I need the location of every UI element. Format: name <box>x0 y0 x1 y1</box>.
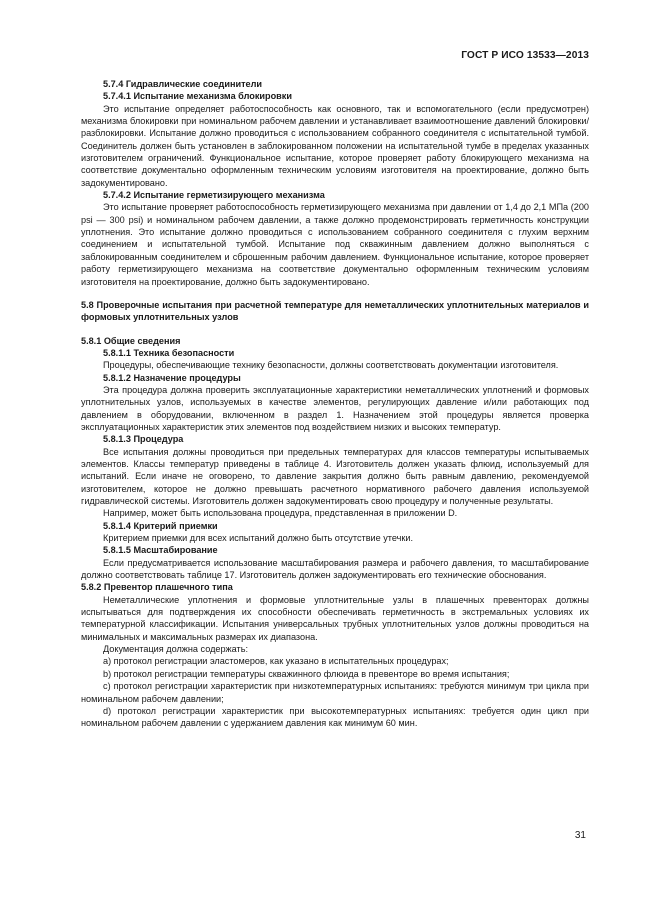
section-heading: 5.8.2 Превентор плашечного типа <box>81 582 233 593</box>
section-heading: 5.8.1.4 Критерий приемки <box>103 520 218 531</box>
section-heading: 5.8.1.5 Масштабирование <box>103 545 218 556</box>
paragraph: Например, может быть использована процедура, представленная в приложении D. <box>103 508 458 519</box>
section-heading: 5.7.4.2 Испытание герметизирующего механизма <box>103 190 325 201</box>
paragraph: Критерием приемки для всех испытаний должно быть отсутствие утечки. <box>103 533 414 544</box>
page-number: 31 <box>574 830 586 841</box>
section-heading: 5.8.1.1 Техника безопасности <box>103 347 235 358</box>
paragraph: Документация должна содержать: <box>103 644 248 655</box>
spacer <box>81 324 589 335</box>
section-heading: 5.8.1.3 Процедура <box>103 434 184 445</box>
list-item: a) протокол регистрации эластомеров, как указано в испытательных процедурах; <box>103 656 449 667</box>
standard-number: ГОСТ Р ИСО 13533—2013 <box>461 50 589 61</box>
paragraph: Все испытания должны проводиться при предельных температурах для классов температуры испытываемых элементов. Классы температур приведены в таблице 4. Изготовитель должен указать флюид, используемый для испытаний. Если иначе не оговорено, то давление закрытия должно быть равным давлению, рекомендуемой изготовителем, которое не должно превышать расчетного нормативного рабочего давления используемой гидравлической системы. Изготовитель должен задокументировать свою процедуру и полученные результаты. <box>81 446 589 506</box>
list-item: b) протокол регистрации температуры скважинного флюида в превенторе во время испытания; <box>103 668 510 679</box>
section-heading: 5.8.1 Общие сведения <box>81 335 181 346</box>
section-heading: 5.8.1.2 Назначение процедуры <box>103 372 241 383</box>
section-heading: 5.7.4.1 Испытание механизма блокировки <box>103 91 292 102</box>
list-item: c) протокол регистрации характеристик при низкотемпературных испытаниях: требуются минимум три цикла при номинальном рабочем давлении; <box>81 681 589 704</box>
spacer <box>81 288 589 299</box>
paragraph: Это испытание определяет работоспособность как основного, так и вспомогательного (если предусмотрен) механизма блокировки при номинальном рабочем давлении и устанавливает взаимоотношение давлений блокировки/разблокировки. Испытание должно проводиться с использованием собранного соединителя с испытательной тумбой. Соединитель должен быть установлен в заблокированном положении на испытательной тумбе в пределах указанных изготовителем ограничений. Функциональное испытание, которое проверяет работу блокирующего механизма на соответствие документально оформленным техническим условиям изготовителя на проектирование, должно быть задокументировано. <box>81 103 589 188</box>
paragraph: Если предусматривается использование масштабирования размера и рабочего давления, то масштабирование должно соответствовать таблице 17. Изготовитель должен задокументировать его технические обоснования. <box>81 557 589 581</box>
section-heading: 5.8 Проверочные испытания при расчетной температуре для неметаллических уплотнительных материалов и формовых уплотнительных узлов <box>81 299 589 323</box>
paragraph: Эта процедура должна проверить эксплуатационные характеристики неметаллических уплотнений и формовых уплотнительных узлов, используемых в качестве элементов, регулирующих давление и/или работающих под давлением в оборудовании, включенном в раздел 1. Назначением этой процедуры является проверка эксплуатационных характеристик этих элементов под воздействием низких и высоких температур. <box>81 384 589 432</box>
paragraph: Неметаллические уплотнения и формовые уплотнительные узлы в плашечных превенторах должны испытываться для подтверждения их способности обеспечивать герметичность в экстремальных условиях их температурной классификации. Испытания универсальных трубных уплотнительных узлов должны проводиться на минимальных и максимальных размерах их диапазона. <box>81 594 589 642</box>
paragraph: Это испытание проверяет работоспособность герметизирующего механизма при давлении от 1,4 до 2,1 МПа (200 psi — 300 psi) и номинальном рабочем давлении, а также должно продемонстрировать герметичность конструкции уплотнения. Это испытание должно проводиться с использованием собранного соединителя с глухим верхним соединением и испытательной тумбой. Испытание под скважинным давлением должно выполняться с заблокированным соединителем и сброшенным рабочим давлением. Функциональное испытание, которое проверяет работу герметизирующего механизма на соответствие документально оформленным техническим условиям изготовителя на проектирование, должно быть задокументировано. <box>81 202 589 287</box>
document-body <box>81 78 589 730</box>
section-heading: 5.7.4 Гидравлические соединители <box>103 79 263 89</box>
list-item: d) протокол регистрации характеристик при высокотемпературных испытаниях: требуется один цикл при номинальном рабочем давлении с удержанием давления как минимум 60 мин. <box>81 705 589 729</box>
paragraph: Процедуры, обеспечивающие технику безопасности, должны соответствовать документации изготовителя. <box>103 360 559 371</box>
